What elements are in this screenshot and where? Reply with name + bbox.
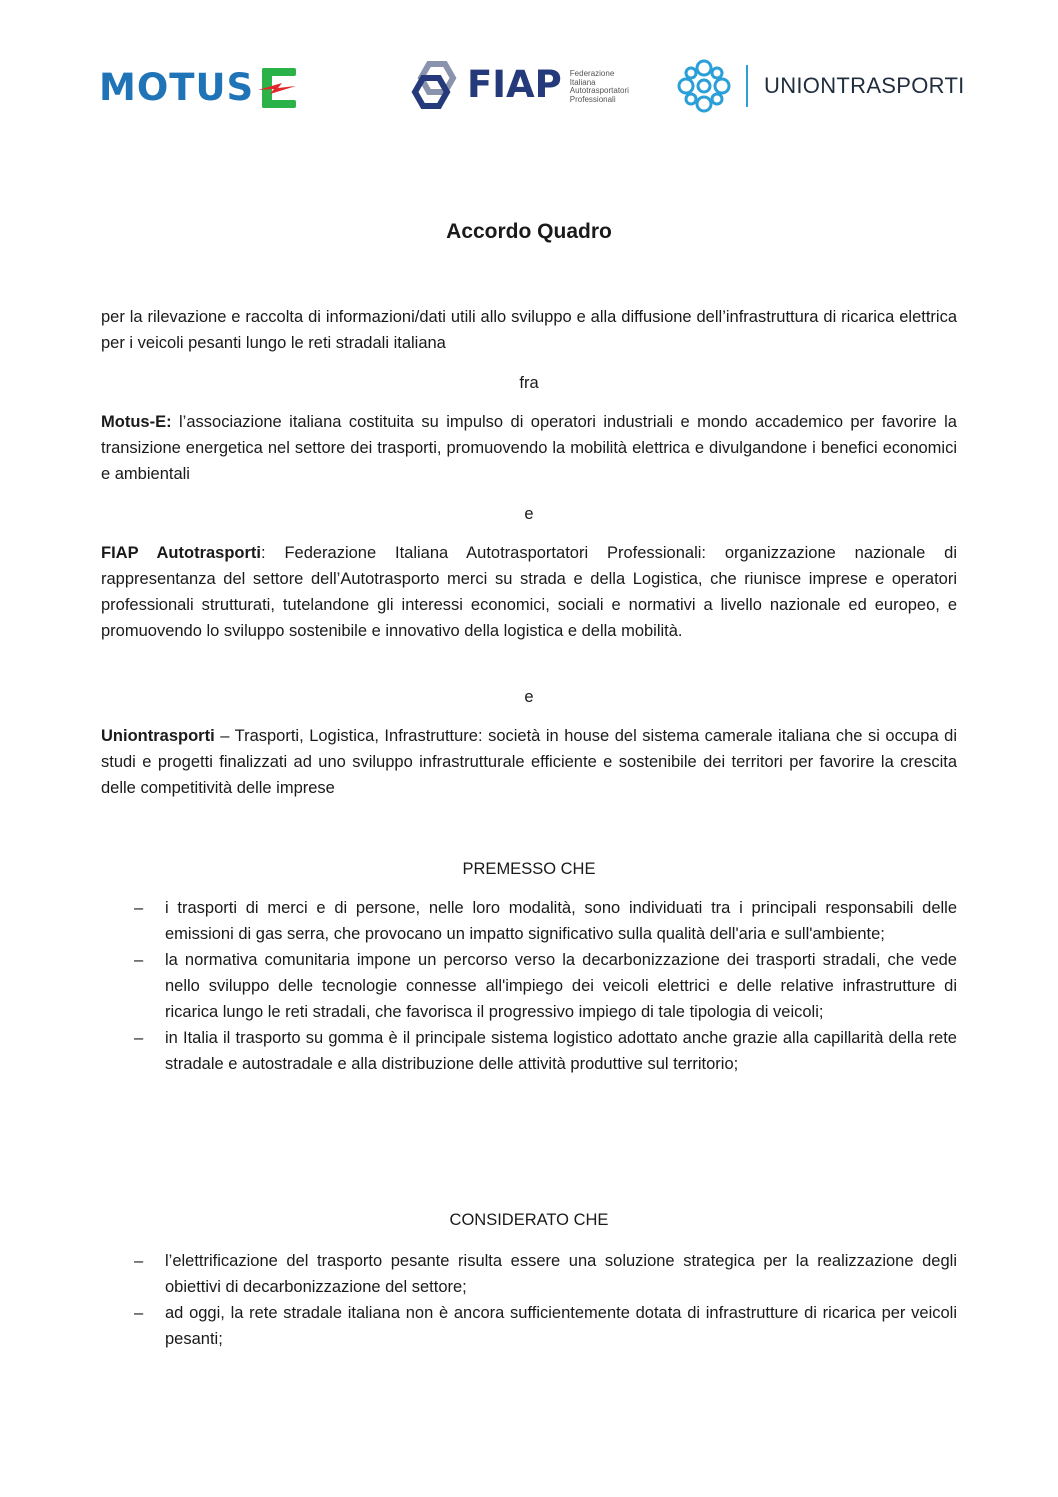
uniontrasporti-swirl-icon xyxy=(676,58,732,114)
bullet-dash: – xyxy=(134,1252,144,1270)
list-item-text: la normativa comunitaria impone un percorso verso la decarbonizzazione dei trasporti stradali, che vede nello sviluppo delle tecnologie connesse all'impiego dei veicoli elettrici e delle relative infrastrutture di ricarica lungo le reti stradali, che favorisca il progressivo impiego di tale tipologia di veicoli; xyxy=(165,951,957,1021)
separator-e: e xyxy=(524,505,534,523)
list-item xyxy=(101,947,957,1025)
list-item-text: i trasporti di merci e di persone, nelle loro modalità, sono individuati tra i principali responsabili delle emissioni di gas serra, che provocano un impatto significativo sulla qualità dell'aria e sull'ambiente; xyxy=(165,899,957,943)
party-name: Uniontrasporti xyxy=(101,727,215,745)
list-item-text: l’elettrificazione del trasporto pesante risulta essere una soluzione strategica per la realizzazione degli obiettivi di decarbonizzazione del settore; xyxy=(165,1252,957,1296)
list-item xyxy=(101,1025,957,1077)
fiap-tagline xyxy=(570,70,629,104)
party-name: Motus-E: xyxy=(101,413,172,431)
logo-divider xyxy=(746,65,748,107)
fiap-logo xyxy=(409,60,629,110)
considerato-heading: CONSIDERATO CHE xyxy=(449,1211,609,1229)
party-description: : Federazione Italiana Autotrasportatori Professionali: organizzazione nazionale di rappresentanza del settore dell’Autotrasporto merci su strada e della Logistica, che riunisce imprese e operatori professionali strutturati, tutelandone gli interessi economici, sociali e normativi a livello nazionale ed europeo, e promuovendo lo sviluppo sostenibile e innovativo della logistica e della mobilità. xyxy=(101,544,957,640)
bullet-dash: – xyxy=(134,899,144,917)
uniontrasporti-logo xyxy=(676,58,965,114)
considerato-list xyxy=(101,1248,957,1352)
party-description: – Trasporti, Logistica, Infrastrutture: società in house del sistema camerale italiana che si occupa di studi e progetti finalizzati ad uno sviluppo infrastrutturale efficiente e sostenibile dei territori per favorire la crescita delle competitività delle imprese xyxy=(101,727,957,797)
bullet-dash: – xyxy=(134,951,144,969)
uniontrasporti-logo-text: UNIONTRASPORTI xyxy=(764,73,965,98)
fiap-logo-text: FIAP xyxy=(467,63,562,106)
motus-e-logo xyxy=(92,66,300,110)
fiap-tagline-line: Autotrasportatori xyxy=(569,86,629,95)
list-item xyxy=(101,1300,957,1352)
motus-e-mark-icon xyxy=(256,66,300,110)
party-name: FIAP Autotrasporti xyxy=(101,544,262,562)
fiap-hexagon-icon xyxy=(409,60,461,110)
party-description: l’associazione italiana costituita su impulso di operatori industriali e mondo accademico per favorire la transizione energetica nel settore dei trasporti, promuovendo la mobilità elettrica e divulgandone i benefici economici e ambientali xyxy=(101,413,957,483)
list-item xyxy=(101,1248,957,1300)
page-title: Accordo Quadro xyxy=(446,220,612,243)
separator-e: e xyxy=(524,688,534,706)
party-motus-e xyxy=(101,409,957,487)
bullet-dash: – xyxy=(134,1029,144,1047)
party-paragraph xyxy=(101,540,957,644)
premesso-heading: PREMESSO CHE xyxy=(462,860,596,878)
intro-paragraph: per la rilevazione e raccolta di informazioni/dati utili allo sviluppo e alla diffusione dell’infrastruttura di ricarica elettrica per i veicoli pesanti lungo le reti stradali italiana xyxy=(101,308,957,352)
motus-e-logo-text xyxy=(92,67,99,109)
bullet-dash: – xyxy=(134,1304,144,1322)
logo-bar xyxy=(0,58,1058,122)
fiap-tagline-line: Federazione xyxy=(569,69,615,78)
party-paragraph xyxy=(101,723,957,801)
list-item-text: ad oggi, la rete stradale italiana non è ancora sufficientemente dotata di infrastrutture di ricarica per veicoli pesanti; xyxy=(165,1304,957,1348)
party-paragraph xyxy=(101,409,957,487)
list-item xyxy=(101,895,957,947)
party-fiap xyxy=(101,540,957,644)
fiap-tagline-line: Professionali xyxy=(569,94,616,104)
motus-logo-word: MOTUS xyxy=(99,66,255,109)
separator-fra: fra xyxy=(519,374,539,392)
party-uniontrasporti xyxy=(101,723,957,801)
intro-block xyxy=(101,304,957,356)
premesso-list xyxy=(101,895,957,1077)
fiap-tagline-line: Italiana xyxy=(569,77,596,87)
list-item-text: in Italia il trasporto su gomma è il principale sistema logistico adottato anche grazie alla capillarità della rete stradale e autostradale e alla distribuzione delle attività produttive sul territorio; xyxy=(165,1029,957,1073)
